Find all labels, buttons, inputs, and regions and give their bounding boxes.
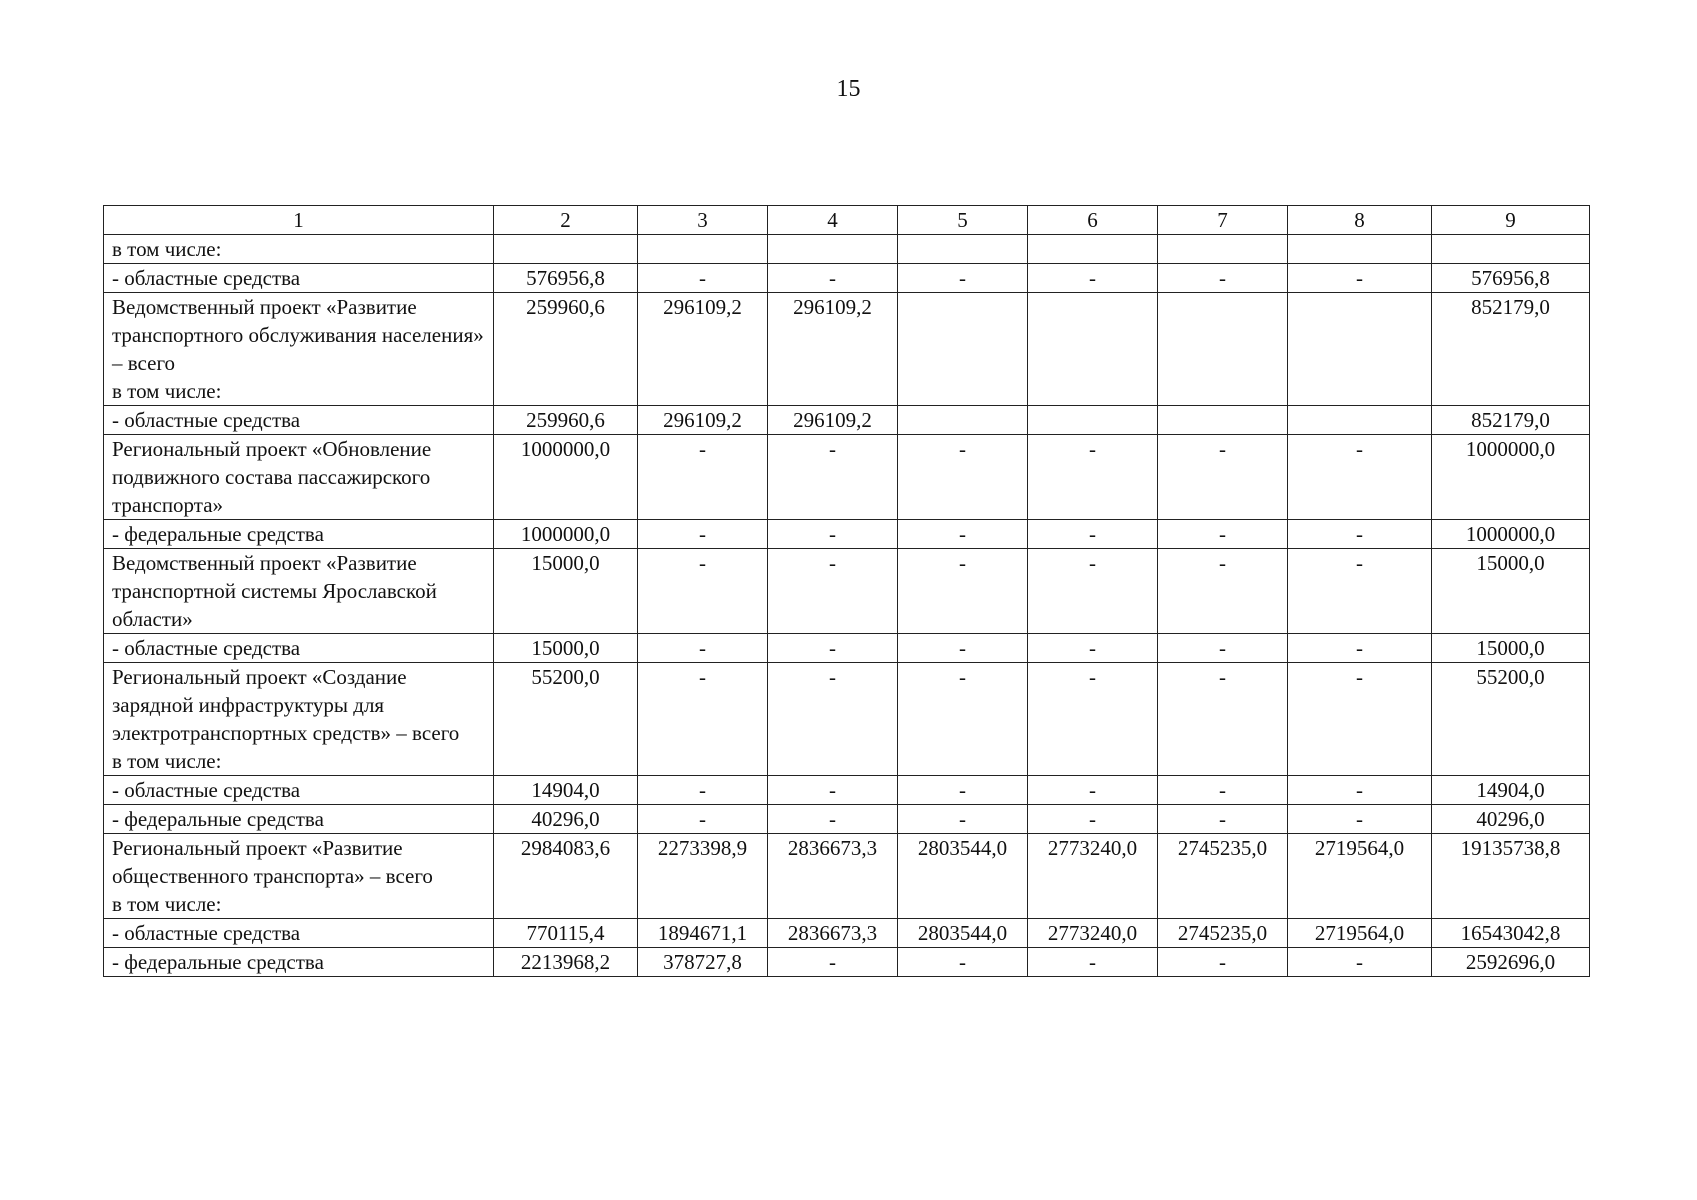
value-cell: 16543042,8 [1432,919,1590,948]
value-cell: 296109,2 [638,406,768,435]
column-header: 6 [1028,206,1158,235]
value-cell: - [768,264,898,293]
value-cell: - [1028,776,1158,805]
value-cell: 19135738,8 [1432,834,1590,919]
column-header: 5 [898,206,1028,235]
value-cell: 14904,0 [494,776,638,805]
row-label-cell: Региональный проект «Обновление подвижного состава пассажирского транспорта» [104,435,494,520]
value-cell: - [1288,264,1432,293]
row-label-cell: Региональный проект «Развитие общественного транспорта» – всего в том числе: [104,834,494,919]
value-cell [898,235,1028,264]
value-cell: 2836673,3 [768,919,898,948]
value-cell: 15000,0 [1432,634,1590,663]
row-label-cell: - областные средства [104,406,494,435]
value-cell [1288,406,1432,435]
value-cell: 2803544,0 [898,834,1028,919]
value-cell: - [1028,264,1158,293]
value-cell: - [898,435,1028,520]
value-cell: - [1028,663,1158,776]
value-cell: 378727,8 [638,948,768,977]
table-row [104,435,1590,520]
value-cell: - [898,264,1028,293]
value-cell: 296109,2 [768,406,898,435]
value-cell [898,406,1028,435]
value-cell: - [898,776,1028,805]
value-cell: 852179,0 [1432,293,1590,406]
value-cell: 40296,0 [1432,805,1590,834]
row-label-cell: Региональный проект «Создание зарядной инфраструктуры для электротранспортных средств» – всего в том числе: [104,663,494,776]
value-cell: - [638,435,768,520]
row-label-cell: - федеральные средства [104,805,494,834]
table-row [104,406,1590,435]
value-cell: 770115,4 [494,919,638,948]
row-label-cell: в том числе: [104,235,494,264]
table-row [104,634,1590,663]
column-header: 9 [1432,206,1590,235]
financing-table [103,205,1590,977]
value-cell [494,235,638,264]
value-cell: - [638,520,768,549]
value-cell: - [898,634,1028,663]
value-cell: 259960,6 [494,406,638,435]
value-cell: - [1028,549,1158,634]
table-row [104,663,1590,776]
value-cell [1288,235,1432,264]
row-label-cell: Ведомственный проект «Развитие транспортного обслуживания населения» – всего в том числе: [104,293,494,406]
value-cell: - [768,520,898,549]
value-cell [1028,235,1158,264]
value-cell: - [898,520,1028,549]
value-cell: - [1158,520,1288,549]
value-cell: 2803544,0 [898,919,1028,948]
value-cell: 2719564,0 [1288,834,1432,919]
value-cell: - [768,634,898,663]
value-cell: - [1158,435,1288,520]
value-cell: - [638,264,768,293]
value-cell: - [1028,805,1158,834]
row-label-cell: - областные средства [104,776,494,805]
column-header: 4 [768,206,898,235]
table-row [104,776,1590,805]
value-cell: - [1158,776,1288,805]
value-cell: 1000000,0 [494,435,638,520]
value-cell: 14904,0 [1432,776,1590,805]
value-cell: - [638,805,768,834]
table-row [104,834,1590,919]
value-cell: - [768,435,898,520]
value-cell: - [768,805,898,834]
value-cell: 40296,0 [494,805,638,834]
value-cell: - [1158,805,1288,834]
page-number: 15 [836,76,861,102]
value-cell: 2719564,0 [1288,919,1432,948]
value-cell: - [1288,549,1432,634]
value-cell: 15000,0 [494,549,638,634]
value-cell: 2213968,2 [494,948,638,977]
row-label-cell: - федеральные средства [104,948,494,977]
value-cell: 296109,2 [638,293,768,406]
value-cell: 576956,8 [494,264,638,293]
value-cell: - [638,634,768,663]
row-label-cell: - областные средства [104,634,494,663]
table-row [104,520,1590,549]
value-cell [768,235,898,264]
row-label-cell: - областные средства [104,919,494,948]
value-cell: 852179,0 [1432,406,1590,435]
value-cell: - [638,549,768,634]
value-cell: - [898,805,1028,834]
value-cell: - [1158,663,1288,776]
value-cell [1158,235,1288,264]
column-header: 7 [1158,206,1288,235]
row-label-cell: - федеральные средства [104,520,494,549]
value-cell: 55200,0 [1432,663,1590,776]
value-cell: 259960,6 [494,293,638,406]
value-cell: 1000000,0 [494,520,638,549]
value-cell: 2773240,0 [1028,919,1158,948]
value-cell: 296109,2 [768,293,898,406]
table-row [104,235,1590,264]
value-cell: 2745235,0 [1158,834,1288,919]
value-cell: 2773240,0 [1028,834,1158,919]
value-cell: - [768,549,898,634]
value-cell: 2592696,0 [1432,948,1590,977]
value-cell: 2273398,9 [638,834,768,919]
value-cell: - [1158,948,1288,977]
table-header-row [104,206,1590,235]
value-cell: - [1158,264,1288,293]
value-cell: - [1288,663,1432,776]
value-cell: - [1158,634,1288,663]
table-row [104,805,1590,834]
table-row [104,919,1590,948]
value-cell [1028,406,1158,435]
value-cell: - [638,776,768,805]
value-cell: 576956,8 [1432,264,1590,293]
value-cell [1028,293,1158,406]
row-label-cell: Ведомственный проект «Развитие транспортной системы Ярославской области» [104,549,494,634]
column-header: 1 [104,206,494,235]
value-cell [1158,293,1288,406]
value-cell: 1000000,0 [1432,520,1590,549]
value-cell [1432,235,1590,264]
row-label-cell: - областные средства [104,264,494,293]
column-header: 3 [638,206,768,235]
value-cell: 2984083,6 [494,834,638,919]
value-cell: - [1288,520,1432,549]
table-row [104,948,1590,977]
value-cell: - [898,663,1028,776]
value-cell: 2745235,0 [1158,919,1288,948]
value-cell: - [1028,520,1158,549]
value-cell: 2836673,3 [768,834,898,919]
value-cell: - [1288,435,1432,520]
value-cell: 15000,0 [1432,549,1590,634]
value-cell: 1894671,1 [638,919,768,948]
value-cell: - [1028,948,1158,977]
value-cell: 15000,0 [494,634,638,663]
value-cell: - [1288,948,1432,977]
column-header: 8 [1288,206,1432,235]
table-row [104,264,1590,293]
table-row [104,293,1590,406]
value-cell: - [638,663,768,776]
column-header: 2 [494,206,638,235]
value-cell: - [1028,634,1158,663]
value-cell [638,235,768,264]
value-cell [1288,293,1432,406]
value-cell: - [1288,634,1432,663]
value-cell: - [1288,805,1432,834]
table-row [104,549,1590,634]
value-cell: - [768,776,898,805]
value-cell: - [768,663,898,776]
value-cell: - [898,549,1028,634]
value-cell [898,293,1028,406]
value-cell: - [898,948,1028,977]
value-cell: 55200,0 [494,663,638,776]
value-cell: - [768,948,898,977]
value-cell: - [1288,776,1432,805]
value-cell [1158,406,1288,435]
value-cell: 1000000,0 [1432,435,1590,520]
value-cell: - [1158,549,1288,634]
value-cell: - [1028,435,1158,520]
